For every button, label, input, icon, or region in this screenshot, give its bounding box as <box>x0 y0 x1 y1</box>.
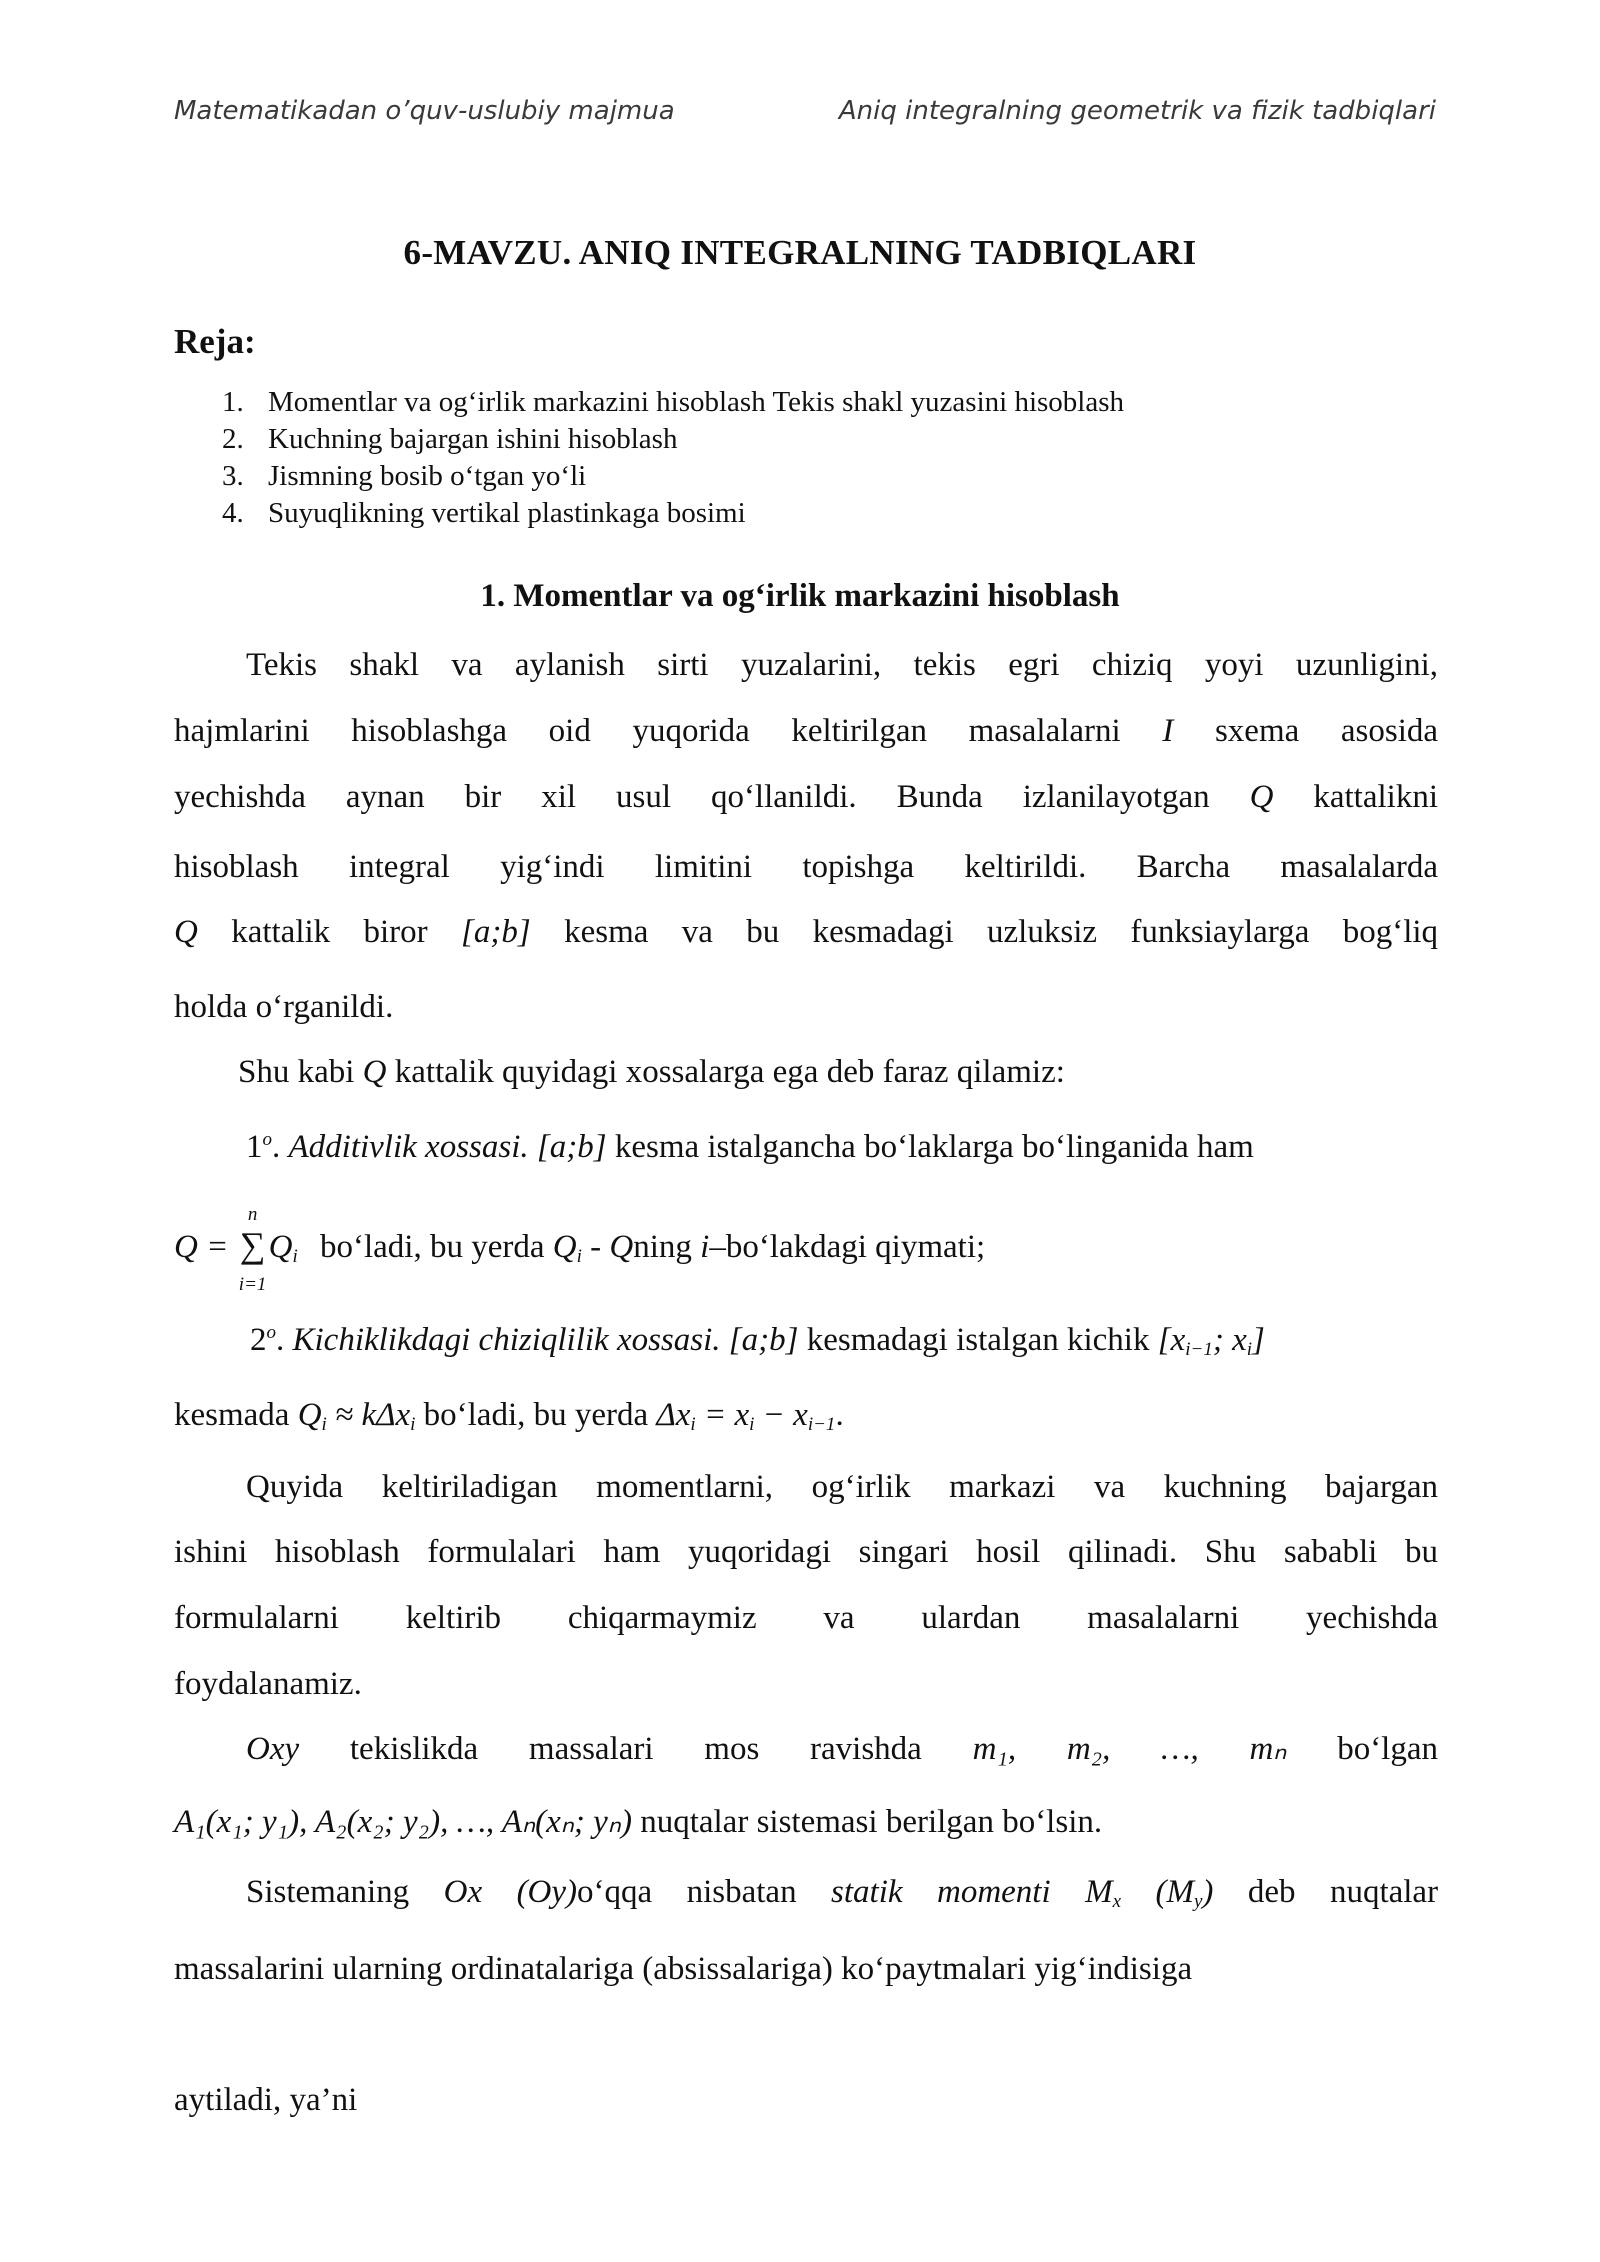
paragraph-line <box>174 1800 1438 1844</box>
plan-item-text: Momentlar va og‘irlik markazini hisoblash Tekis shakl yuzasini hisoblash <box>268 386 1125 418</box>
text-run: bo‘ladi, bu yerda <box>319 1229 545 1265</box>
property-number: 2 <box>250 1322 267 1358</box>
text-run: kesmada <box>174 1397 290 1433</box>
subscript: i <box>292 1246 298 1267</box>
subscript: i <box>410 1414 416 1435</box>
plan-item <box>222 421 1124 458</box>
math-symbol: Q <box>268 1229 293 1265</box>
paragraph-line: Tekis shakl va aylanish sirti yuzalarini, tekis egri chiziq yoyi uzunligini, <box>246 647 1438 683</box>
math-interval: [a;b] <box>461 914 531 950</box>
math-interval: [a;b] <box>536 1129 607 1165</box>
property-line: 1$^o$. Additivlik xossasi. [a;b] kesma istalgancha bo‘laklarga bo‘linganida ham <box>246 1129 1254 1165</box>
math-symbol: Q <box>174 914 198 950</box>
math-symbol: x <box>1232 1322 1247 1358</box>
sum-upper-limit: n <box>247 1204 258 1225</box>
paragraph-line: foydalanamiz. <box>174 1666 362 1702</box>
math-expression: Δx <box>656 1397 691 1433</box>
paragraph-line: aytiladi, ya’ni <box>174 2082 358 2118</box>
math-symbol: M <box>1085 1874 1113 1910</box>
math-symbol: Q <box>297 1397 322 1433</box>
math-symbol: i <box>700 1229 710 1265</box>
text-run: ning <box>633 1229 692 1265</box>
text-run: - <box>590 1229 602 1265</box>
formula-line <box>174 1204 1438 1295</box>
text-run: kesmadagi istalgan kichik <box>806 1322 1150 1358</box>
separator: ; <box>1212 1322 1224 1358</box>
text-run: kesma va bu kesmadagi uzluksiz funksiaylarga bog‘liq <box>564 914 1439 950</box>
bracket: ] <box>1252 1322 1265 1358</box>
math-symbol: Q <box>552 1229 577 1265</box>
math-symbol: Q <box>609 1229 634 1265</box>
plan-item-number: 3. <box>222 460 244 492</box>
paragraph-line <box>174 775 1438 819</box>
plan-item <box>222 384 1124 421</box>
subscript: i−1 <box>807 1414 836 1435</box>
plan-item <box>222 458 1124 495</box>
property-name: Additivlik xossasi. <box>288 1129 529 1165</box>
paragraph-line: holda o‘rganildi. <box>174 989 394 1025</box>
plan-item-number: 2. <box>222 423 244 455</box>
paragraph-line: formulalarni keltirib chiqarmaymiz va ulardan masalalarni yechishda <box>174 1600 1438 1636</box>
degree-mark: o <box>262 1129 272 1150</box>
math-expression: = x <box>703 1397 750 1433</box>
paragraph-line <box>246 1727 1438 1771</box>
subscript: i <box>690 1414 696 1435</box>
paragraph-line <box>238 1050 1438 1094</box>
text-run: kesma istalgancha bo‘laklarga bo‘linganida ham <box>614 1129 1254 1165</box>
text-run: nuqtalar sistemasi berilgan bo‘lsin. <box>640 1804 1103 1840</box>
math-symbol: Q <box>1249 779 1274 815</box>
text-run: . <box>835 1397 844 1433</box>
math-interval: [a;b] <box>728 1322 799 1358</box>
property-name: Kichiklikdagi chiziqlilik xossasi. <box>292 1322 721 1358</box>
section-heading: 1. Momentlar va og‘irlik markazini hisoblash <box>480 578 1120 614</box>
subscript: i <box>576 1246 582 1267</box>
plan-list <box>222 384 1124 532</box>
plan-item-text: Kuchning bajargan ishini hisoblash <box>268 423 678 455</box>
formula-lhs: Q = <box>174 1229 229 1265</box>
paragraph-line: ishini hisoblash formulalari ham yuqoridagi singari hosil qilinadi. Shu sababli bu <box>174 1534 1438 1570</box>
math-expression: m₁, m₂, …, mₙ <box>972 1731 1287 1767</box>
math-symbol: Q <box>362 1054 387 1090</box>
text-run: bo‘lgan <box>1337 1731 1438 1767</box>
plan-item-number: 4. <box>222 497 244 529</box>
plan-item <box>222 495 1124 532</box>
text-run: ravishda <box>810 1731 922 1767</box>
page-title: 6-MAVZU. ANIQ INTEGRALNING TADBIQLARI <box>403 233 1197 272</box>
paragraph-line <box>174 910 1438 954</box>
paragraph-line <box>174 709 1438 753</box>
math-symbol: Ox <box>443 1874 483 1910</box>
plan-heading: Reja: <box>174 322 256 361</box>
text-run: kattalik quyidagi xossalarga ega deb faraz qilamiz: <box>394 1054 1065 1090</box>
math-symbol: I <box>1162 713 1174 749</box>
bracket: [ <box>1157 1322 1171 1358</box>
math-symbol: Oxy <box>246 1731 300 1767</box>
math-symbol: (M <box>1155 1874 1194 1910</box>
text-run: massalari <box>528 1731 654 1767</box>
text-run: bo‘ladi, bu yerda <box>423 1397 649 1433</box>
text-run: kattalik biror <box>231 914 428 950</box>
subscript: x <box>1112 1891 1122 1912</box>
subscript: i <box>749 1414 755 1435</box>
running-header-right: Aniq integralning geometrik va fizik tadbiqlari <box>838 96 1436 126</box>
sum-lower-limit: i=1 <box>238 1274 267 1295</box>
math-symbol: (Oy) <box>516 1874 578 1910</box>
paragraph-line: Quyida keltiriladigan momentlarni, og‘irlik markazi va kuchning bajargan <box>246 1469 1438 1505</box>
text-run: Sistemaning <box>246 1874 410 1910</box>
subscript: i <box>321 1414 327 1435</box>
subscript: y <box>1193 1891 1203 1912</box>
text-run: sxema asosida <box>1214 713 1439 749</box>
paragraph-line <box>246 1870 1438 1914</box>
sum-symbol <box>237 1204 269 1295</box>
text-run: Shu kabi <box>238 1054 355 1090</box>
math-expression: A₁(x₁; y₁), A₂(x₂; y₂), …, Aₙ(xₙ; yₙ) <box>174 1804 632 1840</box>
term: statik momenti <box>831 1874 1051 1910</box>
subscript: i <box>1246 1339 1253 1360</box>
plan-item-text: Suyuqlikning vertikal plastinkaga bosimi <box>268 497 746 529</box>
text-run: yechishda aynan bir xil usul qo‘llanildi. Bunda izlanilayotgan <box>174 779 1210 815</box>
degree-mark: o <box>266 1322 276 1343</box>
paragraph-line <box>174 1393 1438 1437</box>
paragraph-line: massalarini ularning ordinatalariga (absissalariga) ko‘paytmalari yig‘indisiga <box>174 1951 1193 1987</box>
math-symbol: x <box>1170 1322 1186 1358</box>
paragraph-line: hisoblash integral yig‘indi limitini topishga keltirildi. Barcha masalalarda <box>174 849 1438 885</box>
text-run: mos <box>704 1731 760 1767</box>
text-run: kattalikni <box>1313 779 1438 815</box>
text-run: tekislikda <box>349 1731 479 1767</box>
text-run: o‘qqa nisbatan <box>577 1874 797 1910</box>
sum-sign: ∑ <box>239 1225 266 1265</box>
running-header-left: Matematikadan o’quv-uslubiy majmua <box>174 96 675 126</box>
math-interval <box>1158 1322 1265 1358</box>
plan-item-number: 1. <box>222 386 244 418</box>
math-symbol: ) <box>1202 1874 1214 1910</box>
text-run: hajmlarini hisoblashga oid yuqorida keltirilgan masalalarni <box>174 713 1121 749</box>
subscript: i−1 <box>1185 1339 1213 1360</box>
text-run: –bo‘lakdagi qiymati; <box>709 1229 986 1265</box>
property-line: 2$^o$. Kichiklikdagi chiziqlilik xossasi. [a;b] kesmadagi istalgan kichik [$x_{i-1}$; $x_i$] <box>250 1322 1265 1360</box>
math-expression: − x <box>762 1397 808 1433</box>
plan-item-text: Jismning bosib o‘tgan yo‘li <box>268 460 587 492</box>
property-number: 1 <box>246 1129 263 1165</box>
text-run: deb nuqtalar <box>1247 1874 1439 1910</box>
math-expression: ≈ kΔx <box>335 1397 411 1433</box>
